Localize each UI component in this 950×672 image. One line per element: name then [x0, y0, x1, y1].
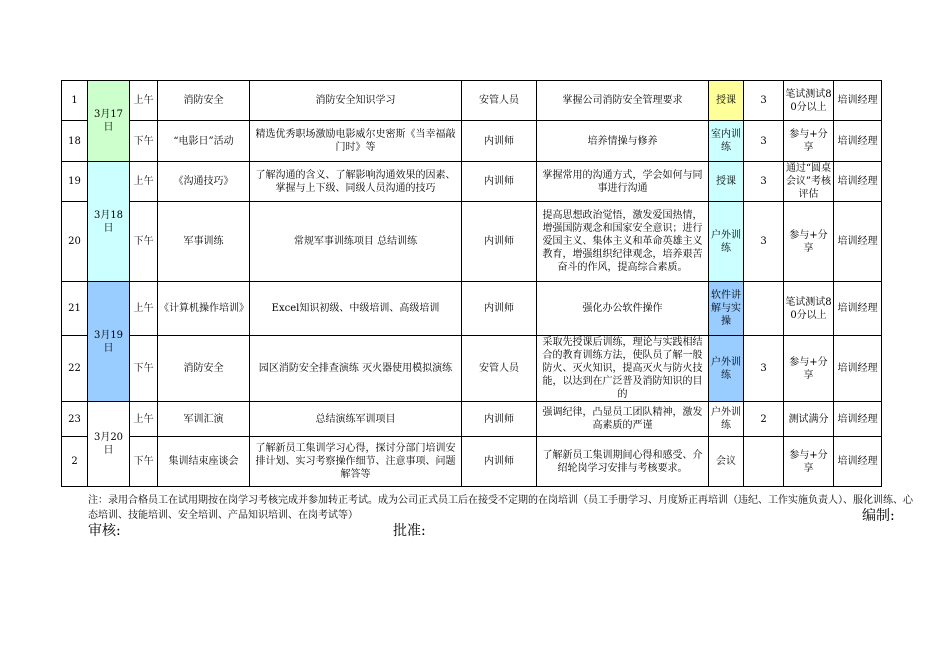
row-number: 2 [62, 437, 88, 487]
row-number: 18 [62, 121, 88, 162]
content-cell: 园区消防安全排查演练 灭火器使用模拟演练 [250, 336, 462, 402]
topic-cell: 《计算机操作培训》 [158, 282, 250, 336]
method-cell: 授课 [709, 81, 744, 121]
topic-cell: “电影日”活动 [158, 121, 250, 162]
editor-label: 编制: [862, 508, 895, 524]
goal-cell: 培养情操与修养 [537, 121, 709, 162]
topic-cell: 军事训练 [158, 202, 250, 282]
content-cell: Excel知识初级、中级培训、高级培训 [250, 282, 462, 336]
assessment-cell: 参与+分享 [784, 202, 834, 282]
reviewer-label: 审核: [88, 523, 121, 539]
date-cell: 3月17日 [88, 81, 130, 162]
goal-cell: 提高思想政治觉悟，激发爱国热情，增强国防观念和国家安全意识；进行爱国主义、集体主义和革命英雄主义教育，增强组织纪律观念，培养艰苦奋斗的作风，提高综合素质。 [537, 202, 709, 282]
owner-cell: 培训经理 [834, 202, 882, 282]
method-cell: 授课 [709, 162, 744, 202]
footnote: 注：录用合格员工在试用期按在岗学习考核完成并参加转正考试。成为公司正式员工后在接受不定期的在岗培训（员工手册学习、月度矫正再培训（违纪、工作实施负责人）、服化训练、心态培训、技能培训、安全培训、产品知识培训、在岗考试等） [88, 495, 913, 521]
table-row [62, 121, 882, 162]
topic-cell: 消防安全 [158, 81, 250, 121]
trainer-cell: 安管人员 [462, 81, 537, 121]
row-number: 22 [62, 336, 88, 402]
method-cell: 户外训练 [709, 402, 744, 437]
table-row [62, 162, 882, 202]
method-cell: 室内训练 [709, 121, 744, 162]
row-number: 20 [62, 202, 88, 282]
method-cell: 会议 [709, 437, 744, 487]
period-cell: 上午 [130, 162, 158, 202]
owner-cell: 培训经理 [834, 437, 882, 487]
date-cell: 3月20日 [88, 402, 130, 487]
hours-cell: 3 [744, 121, 784, 162]
period-cell: 下午 [130, 202, 158, 282]
period-cell: 上午 [130, 81, 158, 121]
assessment-cell: 参与+分享 [784, 121, 834, 162]
method-cell: 户外训练 [709, 336, 744, 402]
hours-cell: 3 [744, 202, 784, 282]
goal-cell: 掌握公司消防安全管理要求 [537, 81, 709, 121]
assessment-cell: 通过“圆桌会议”考核评估 [784, 162, 834, 202]
date-cell: 3月18日 [88, 162, 130, 282]
table-row [62, 202, 882, 282]
hours-cell: 3 [744, 336, 784, 402]
assessment-cell: 参与+分享 [784, 437, 834, 487]
row-number: 21 [62, 282, 88, 336]
owner-cell: 培训经理 [834, 121, 882, 162]
table-row [62, 437, 882, 487]
trainer-cell: 内训师 [462, 121, 537, 162]
trainer-cell: 内训师 [462, 437, 537, 487]
hours-cell: 2 [744, 402, 784, 437]
row-number: 1 [62, 81, 88, 121]
hours-cell [744, 282, 784, 336]
hours-cell: 3 [744, 81, 784, 121]
row-number: 19 [62, 162, 88, 202]
assessment-cell: 测试满分 [784, 402, 834, 437]
period-cell: 下午 [130, 336, 158, 402]
owner-cell: 培训经理 [834, 81, 882, 121]
content-cell: 精选优秀职场激励电影威尔史密斯《当幸福敲门时》等 [250, 121, 462, 162]
content-cell: 常规军事训练项目 总结训练 [250, 202, 462, 282]
trainer-cell: 内训师 [462, 402, 537, 437]
table-row [62, 336, 882, 402]
topic-cell: 《沟通技巧》 [158, 162, 250, 202]
content-cell: 总结演练军训项目 [250, 402, 462, 437]
method-cell: 户外训练 [709, 202, 744, 282]
content-cell: 了解新员工集训学习心得，探讨分部门培训安排计划、实习考察操作细节、注意事项、问题解答等 [250, 437, 462, 487]
topic-cell: 集训结束座谈会 [158, 437, 250, 487]
table-row [62, 81, 882, 121]
period-cell: 上午 [130, 282, 158, 336]
trainer-cell: 内训师 [462, 282, 537, 336]
date-cell: 3月19日 [88, 282, 130, 402]
trainer-cell: 安管人员 [462, 336, 537, 402]
period-cell: 下午 [130, 437, 158, 487]
owner-cell: 培训经理 [834, 402, 882, 437]
trainer-cell: 内训师 [462, 202, 537, 282]
assessment-cell: 笔试测试80分以上 [784, 81, 834, 121]
method-cell: 软件讲解与实操 [709, 282, 744, 336]
table-row [62, 402, 882, 437]
training-schedule-table [61, 80, 882, 487]
goal-cell: 掌握常用的沟通方式，学会如何与同事进行沟通 [537, 162, 709, 202]
hours-cell [744, 437, 784, 487]
topic-cell: 军训汇演 [158, 402, 250, 437]
period-cell: 上午 [130, 402, 158, 437]
content-cell: 消防安全知识学习 [250, 81, 462, 121]
row-number: 23 [62, 402, 88, 437]
owner-cell: 培训经理 [834, 336, 882, 402]
topic-cell: 消防安全 [158, 336, 250, 402]
hours-cell: 3 [744, 162, 784, 202]
approver-label: 批准: [393, 523, 426, 539]
goal-cell: 采取先授课后训练，理论与实践相结合的教育训练方法，使队员了解一般防火、灭火知识，提高灭火与防火技能，以达到在广泛普及消防知识的目的 [537, 336, 709, 402]
assessment-cell: 笔试测试80分以上 [784, 282, 834, 336]
trainer-cell: 内训师 [462, 162, 537, 202]
goal-cell: 强调纪律，凸显员工团队精神，激发高素质的严谨 [537, 402, 709, 437]
table-row [62, 282, 882, 336]
assessment-cell: 参与+分享 [784, 336, 834, 402]
period-cell: 下午 [130, 121, 158, 162]
owner-cell: 培训经理 [834, 282, 882, 336]
goal-cell: 了解新员工集训期间心得和感受、介绍轮岗学习安排与考核要求。 [537, 437, 709, 487]
owner-cell: 培训经理 [834, 162, 882, 202]
goal-cell: 强化办公软件操作 [537, 282, 709, 336]
content-cell: 了解沟通的含义、了解影响沟通效果的因素、掌握与上下级、同级人员沟通的技巧 [250, 162, 462, 202]
